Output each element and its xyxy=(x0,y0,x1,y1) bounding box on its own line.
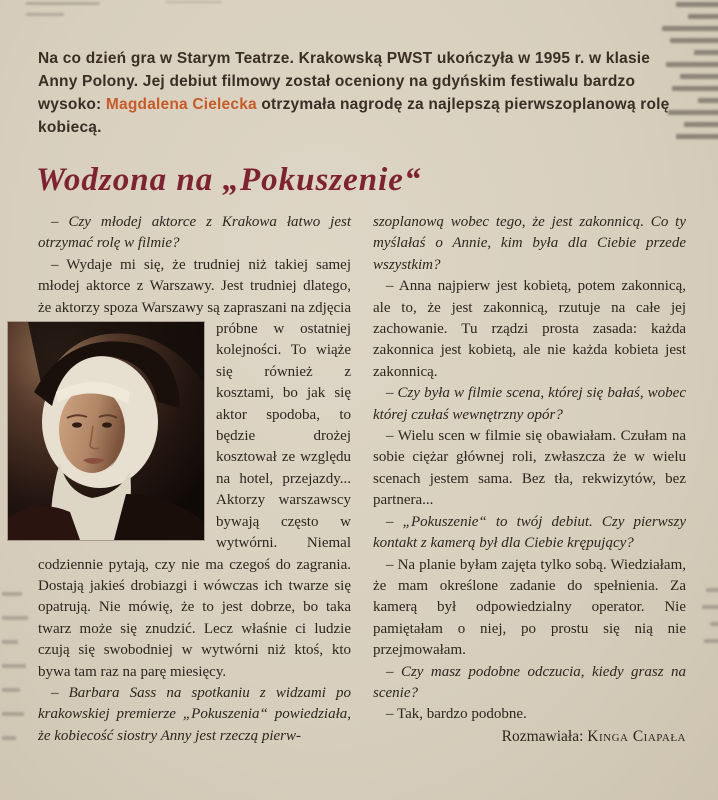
intro-text-after: otrzymała nagrodę za najlepszą pierwszoplanową rolę kobiecą. xyxy=(38,95,670,136)
scan-artifact-top-center xyxy=(166,1,222,3)
interview-question-continuation: szoplanową wobec tego, że jest zakonnicą. Co ty myślałaś o Annie, kim była dla Ciebie przede wszystkim? xyxy=(373,214,686,273)
scan-artifact-bottom-left xyxy=(2,592,28,740)
nun-portrait-photo xyxy=(8,322,204,540)
answer-text-before-photo: – Wydaje mi się, że trudniej niż takiej samej młodej aktorce z Warszawy. Jest trudniej dlatego, że aktorzy spoza Warszawy są zapraszani na zdjęcia próbne xyxy=(38,256,351,338)
interview-question: – Czy była w filmie scena, której się bałaś, wobec której czułaś wewnętrzny opór? xyxy=(373,385,686,423)
interview-question: – „Pokuszenie“ to twój debiut. Czy pierwszy kontakt z kamerą był dla Ciebie krępujący? xyxy=(373,513,686,552)
interview-answer: – Wielu scen w filmie się obawiałam. Czułam na sobie ciężar głównej roli, zwłaszcza że w wielu scenach jestem sama. Bez tła, rekwizytów, bez partnera... xyxy=(373,428,686,509)
scan-artifact-top-left xyxy=(26,2,100,16)
interview-answer xyxy=(38,255,351,683)
nun-portrait-graphic xyxy=(8,322,204,540)
scan-artifact-right-middle xyxy=(702,588,718,643)
interview-question: – Czy młodej aktorce z Krakowa łatwo jest otrzymać rolę w filmie? xyxy=(38,214,351,252)
answer-text-after-photo: w ostatniej kolejności. To wiąże się również z kosztami, bo jak się aktor spodoba, to będzie drożej kosztował ze względu na hotel, przejazdy... Aktorzy warszawscy bywają często w wytwórni. Niemal codziennie pytają, czy nie ma czegoś do zagrania. Dostają jakieś drobiazgi i wówczas ich twarze się opatrują. Nie mówię, że to jest dobrze, bo taka twarz może się znudzić. Lecz właśnie ci ludzie czują się swobodniej w wytwórni niż ktoś, kto bywa tam raz na parę miesięcy. xyxy=(38,321,351,680)
interview-question: – Czy masz podobne odczucia, kiedy grasz na scenie? xyxy=(373,663,686,701)
interview-answer: – Tak, bardzo podobne. xyxy=(386,706,527,723)
intro-text-before: Na co dzień gra w Starym Teatrze. Krakowską PWST ukończyła w 1995 r. w klasie Anny Polony. Jej debiut filmowy został oceniony na gdyńskim festiwalu bardzo wysoko: xyxy=(38,49,651,113)
right-column xyxy=(373,212,686,747)
interviewer-name: Kinga Ciapała xyxy=(587,727,686,745)
intro-paragraph xyxy=(38,47,690,139)
interview-question: – Barbara Sass na spotkaniu z widzami po krakowskiej premierze „Pokuszenia“ powiedziała, że kobiecość siostry Anny jest rzeczą pierw- xyxy=(38,684,351,744)
interview-answer: – Anna najpierw jest kobietą, potem zakonnicą, ale to, że jest zakonnicą, rzutuje na całe jej zachowanie. Tu rządzi prosta zasada: każda zakonnica jest kobietą, ale nie każda kobieta jest zakonnicą. xyxy=(373,278,686,380)
article-title: Wodzona na „Pokuszenie“ xyxy=(36,162,422,199)
byline-label: Rozmawiała: xyxy=(501,727,584,745)
left-column xyxy=(38,212,351,747)
interview-answer: – Na planie byłam zajęta tylko sobą. Wiedziałam, że mam określone zadanie do spełnienia. Za kamerą był odpowiedzialny operator. Nie pamiętałam o niej, po prostu się nią nie przejmowałam. xyxy=(373,556,686,659)
byline xyxy=(373,726,686,747)
highlighted-actress-name: Magdalena Cielecka xyxy=(105,95,257,113)
article-body xyxy=(38,212,686,747)
